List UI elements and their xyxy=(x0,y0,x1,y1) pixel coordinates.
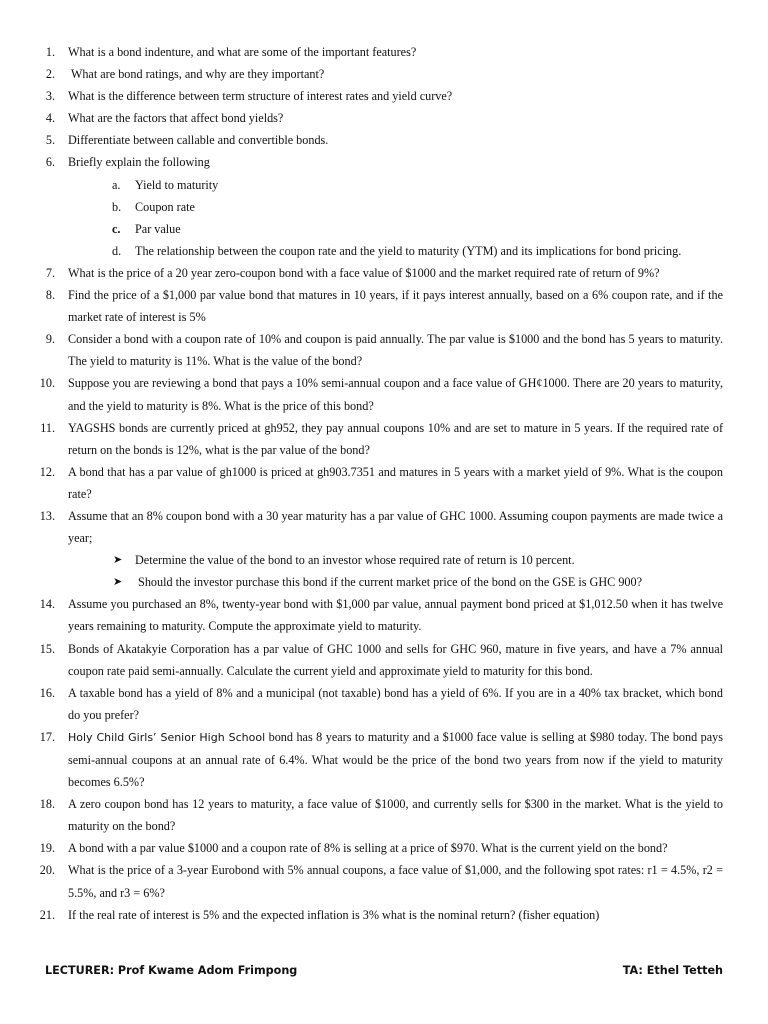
bullet-text: Determine the value of the bond to an investor whose required rate of return is 10 percent. xyxy=(135,553,575,568)
bullet-item xyxy=(0,571,768,593)
question-12 xyxy=(0,461,768,505)
arrow-bullet-icon: ➤ xyxy=(113,554,123,567)
question-number: 14. xyxy=(39,597,55,612)
question-13 xyxy=(0,505,768,549)
question-number: 10. xyxy=(39,376,55,391)
question-text: A bond with a par value $1000 and a coupon rate of 8% is selling at a price of $970. What is the current yield on the bond? xyxy=(68,841,668,856)
question-number: 12. xyxy=(39,464,55,479)
question-list-final xyxy=(0,593,768,925)
arrow-bullet-icon: ➤ xyxy=(113,576,123,589)
question-number: 2. xyxy=(45,67,55,82)
question-4 xyxy=(0,107,768,129)
question-text: Assume you purchased an 8%, twenty-year bond with $1,000 par value, annual payment bond priced at $1,012.50 when it has twelve years remaining to maturity. Compute the approximate yield to maturity. xyxy=(68,597,723,634)
question-20 xyxy=(0,859,768,903)
question-number: 5. xyxy=(45,133,55,148)
question-14 xyxy=(0,593,768,637)
question-21 xyxy=(0,904,768,926)
sub-question-list xyxy=(0,174,768,262)
question-number: 18. xyxy=(39,797,55,812)
question-text: Briefly explain the following xyxy=(68,155,210,170)
sub-question-letter: c. xyxy=(112,221,121,236)
sub-question-text: Yield to maturity xyxy=(135,177,219,192)
question-2 xyxy=(0,63,768,85)
bullet-text: Should the investor purchase this bond if the current market price of the bond on the GSE is GHC 900? xyxy=(135,575,643,590)
sub-question-text: The relationship between the coupon rate and the yield to maturity (YTM) and its implications for bond pricing. xyxy=(135,243,682,258)
sub-question-b xyxy=(0,196,768,218)
question-number: 17. xyxy=(39,729,55,744)
bullet-item xyxy=(0,549,768,571)
sub-question-letter: b. xyxy=(112,199,122,214)
question-text: A zero coupon bond has 12 years to maturity, a face value of $1000, and currently sells for $300 in the market. What is the yield to maturity on the bond? xyxy=(68,797,723,834)
question-number: 6. xyxy=(45,155,55,170)
question-number: 1. xyxy=(45,45,55,59)
question-15 xyxy=(0,638,768,682)
question-number: 15. xyxy=(39,641,55,656)
question-19 xyxy=(0,837,768,859)
question-text: Assume that an 8% coupon bond with a 30 year maturity has a par value of GHC 1000. Assuming coupon payments are made twice a year; xyxy=(68,508,723,546)
question-8 xyxy=(0,284,768,328)
sub-question-text: Par value xyxy=(135,221,181,236)
question-text: What are the factors that affect bond yields? xyxy=(68,111,284,126)
question-10 xyxy=(0,372,768,416)
question-number: 16. xyxy=(39,685,55,700)
question-number: 3. xyxy=(45,89,55,104)
question-text: Consider a bond with a coupon rate of 10% and coupon is paid annually. The par value is $1000 and the bond has 5 years to maturity. The yield to maturity is 11%. What is the value of the bond? xyxy=(68,332,723,369)
question-number: 8. xyxy=(45,288,55,303)
question-number: 11. xyxy=(40,420,55,435)
question-text: What is the price of a 3-year Eurobond with 5% annual coupons, a face value of $1,000, and the following spot rates: r1 = 4.5%, r2 = 5.5%, and r3 = 6%? xyxy=(68,863,723,900)
question-number: 20. xyxy=(39,863,55,878)
question-text: A taxable bond has a yield of 8% and a municipal (not taxable) bond has a yield of 6%. If you are in a 40% tax bracket, which bond do you prefer? xyxy=(68,685,723,722)
question-list-continued xyxy=(0,262,768,549)
question-text: Suppose you are reviewing a bond that pays a 10% semi-annual coupon and a face value of GH¢1000. There are 20 years to maturity, and the yield to maturity is 8%. What is the price of this bond? xyxy=(68,376,723,413)
school-name: Holy Child Girls’ Senior High School xyxy=(68,730,266,744)
question-number: 13. xyxy=(39,508,55,523)
question-6 xyxy=(0,151,768,173)
question-sheet xyxy=(0,41,768,926)
question-text: What is the difference between term structure of interest rates and yield curve? xyxy=(68,89,453,104)
question-9 xyxy=(0,328,768,372)
question-text: What is the price of a 20 year zero-coupon bond with a face value of $1000 and the market required rate of return of 9%? xyxy=(68,265,660,280)
question-number: 19. xyxy=(39,841,55,856)
sub-question-a xyxy=(0,174,768,196)
question-1 xyxy=(0,41,768,63)
question-3 xyxy=(0,85,768,107)
page-footer xyxy=(45,960,723,980)
question-number: 4. xyxy=(45,111,55,126)
sub-question-c xyxy=(0,218,768,240)
question-number: 21. xyxy=(39,907,55,922)
lecturer-name: LECTURER: Prof Kwame Adom Frimpong xyxy=(45,964,298,977)
question-text: What are bond ratings, and why are they important? xyxy=(68,67,325,82)
question-5 xyxy=(0,129,768,151)
bullet-list xyxy=(0,549,768,593)
question-text: Bonds of Akatakyie Corporation has a par value of GHC 1000 and sells for GHC 960, mature in five years, and have a 7% annual coupon rate paid semi-annually. Calculate the current yield and approximate yield to maturity for this bond. xyxy=(68,641,723,678)
question-text: A bond that has a par value of gh1000 is priced at gh903.7351 and matures in 5 years with a market yield of 9%. What is the coupon rate? xyxy=(68,464,723,501)
sub-question-text: Coupon rate xyxy=(135,199,195,214)
sub-question-letter: a. xyxy=(112,177,121,192)
question-number: 9. xyxy=(45,332,55,347)
question-text: YAGSHS bonds are currently priced at gh952, they pay annual coupons 10% and are set to mature in 5 years. If the required rate of return on the bonds is 12%, what is the par value of the bond? xyxy=(68,420,723,457)
question-number: 7. xyxy=(45,265,55,280)
ta-name: TA: Ethel Tetteh xyxy=(622,964,723,977)
question-text: bond has 8 years to maturity and a $1000 face value is selling at $980 today. The bond pays semi-annual coupons at an annual rate of 6.4%. What would be the price of the bond two years from now if the yield to maturity becomes 6.5%? xyxy=(68,729,723,790)
question-11 xyxy=(0,417,768,461)
sub-question-letter: d. xyxy=(112,243,122,258)
question-text: What is a bond indenture, and what are some of the important features? xyxy=(68,45,417,59)
question-list xyxy=(0,41,768,174)
question-text: Find the price of a $1,000 par value bond that matures in 10 years, if it pays interest annually, based on a 6% coupon rate, and if the market rate of interest is 5% xyxy=(68,288,723,325)
question-18 xyxy=(0,793,768,837)
question-16 xyxy=(0,682,768,726)
question-text: Differentiate between callable and convertible bonds. xyxy=(68,133,329,148)
question-17 xyxy=(0,726,768,793)
sub-question-d xyxy=(0,240,768,262)
question-text: If the real rate of interest is 5% and the expected inflation is 3% what is the nominal return? (fisher equation) xyxy=(68,907,600,922)
question-7 xyxy=(0,262,768,284)
